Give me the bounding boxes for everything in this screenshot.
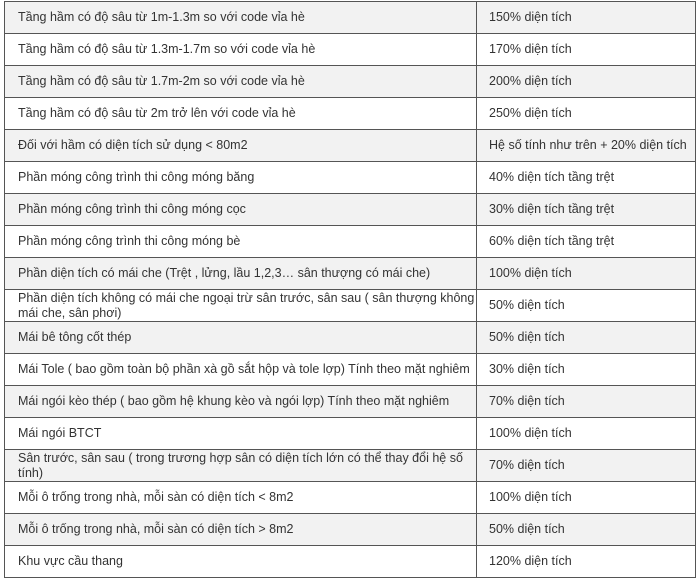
row-value-cell: 100% diện tích [477, 482, 696, 514]
area-coefficient-table [4, 1, 696, 578]
row-value-cell: 30% diện tích tầng trệt [477, 194, 696, 226]
table-row [5, 2, 696, 34]
table-row [5, 322, 696, 354]
row-value-cell: 50% diện tích [477, 322, 696, 354]
row-item-cell: Phần móng công trình thi công móng băng [5, 162, 477, 194]
row-value-cell: 70% diện tích [477, 450, 696, 482]
table-row [5, 194, 696, 226]
row-value-cell: 170% diện tích [477, 34, 696, 66]
row-item-cell: Mái ngói kèo thép ( bao gồm hệ khung kèo và ngói lợp) Tính theo mặt nghiêm [5, 386, 477, 418]
table-row [5, 226, 696, 258]
table-row [5, 546, 696, 578]
row-item-cell: Sân trước, sân sau ( trong trương hợp sân có diện tích lớn có thể thay đổi hệ số tính) [5, 450, 477, 482]
row-item-cell: Mỗi ô trống trong nhà, mỗi sàn có diện tích > 8m2 [5, 514, 477, 546]
row-value-cell: 30% diện tích [477, 354, 696, 386]
table-row [5, 258, 696, 290]
row-item-cell: Tầng hầm có độ sâu từ 1.7m-2m so với code vỉa hè [5, 66, 477, 98]
row-item-cell: Phần móng công trình thi công móng bè [5, 226, 477, 258]
row-item-cell: Phần móng công trình thi công móng cọc [5, 194, 477, 226]
table-row [5, 98, 696, 130]
row-value-cell: 150% diện tích [477, 2, 696, 34]
row-value-cell: 120% diện tích [477, 546, 696, 578]
row-value-cell: 70% diện tích [477, 386, 696, 418]
row-item-cell: Mái ngói BTCT [5, 418, 477, 450]
row-value-cell: 40% diện tích tầng trệt [477, 162, 696, 194]
table-row [5, 418, 696, 450]
table-row [5, 514, 696, 546]
table-row [5, 354, 696, 386]
row-item-cell: Tầng hầm có độ sâu từ 2m trở lên với code vỉa hè [5, 98, 477, 130]
table-row [5, 450, 696, 482]
table-row [5, 482, 696, 514]
row-value-cell: 50% diện tích [477, 514, 696, 546]
table-body [5, 2, 696, 578]
row-item-cell: Khu vực cầu thang [5, 546, 477, 578]
row-value-cell: 200% diện tích [477, 66, 696, 98]
area-coefficient-table-wrapper [4, 1, 696, 578]
row-value-cell: 100% diện tích [477, 418, 696, 450]
table-row [5, 386, 696, 418]
row-item-cell: Mỗi ô trống trong nhà, mỗi sàn có diện tích < 8m2 [5, 482, 477, 514]
table-row [5, 290, 696, 322]
table-row [5, 162, 696, 194]
table-row [5, 34, 696, 66]
row-item-cell: Đối với hầm có diện tích sử dụng < 80m2 [5, 130, 477, 162]
table-row [5, 66, 696, 98]
row-item-cell: Tầng hầm có độ sâu từ 1.3m-1.7m so với code vỉa hè [5, 34, 477, 66]
row-item-cell: Phần diện tích không có mái che ngoại trừ sân trước, sân sau ( sân thượng không mái che, sân phơi) [5, 290, 477, 322]
row-value-cell: 100% diện tích [477, 258, 696, 290]
row-value-cell: 250% diện tích [477, 98, 696, 130]
table-row [5, 130, 696, 162]
row-item-cell: Mái bê tông cốt thép [5, 322, 477, 354]
row-item-cell: Mái Tole ( bao gồm toàn bộ phần xà gồ sắt hộp và tole lợp) Tính theo mặt nghiêm [5, 354, 477, 386]
row-value-cell: Hệ số tính như trên + 20% diện tích [477, 130, 696, 162]
row-value-cell: 50% diện tích [477, 290, 696, 322]
row-item-cell: Phần diện tích có mái che (Trệt , lửng, lầu 1,2,3… sân thượng có mái che) [5, 258, 477, 290]
row-value-cell: 60% diện tích tầng trệt [477, 226, 696, 258]
row-item-cell: Tầng hầm có độ sâu từ 1m-1.3m so với code vỉa hè [5, 2, 477, 34]
